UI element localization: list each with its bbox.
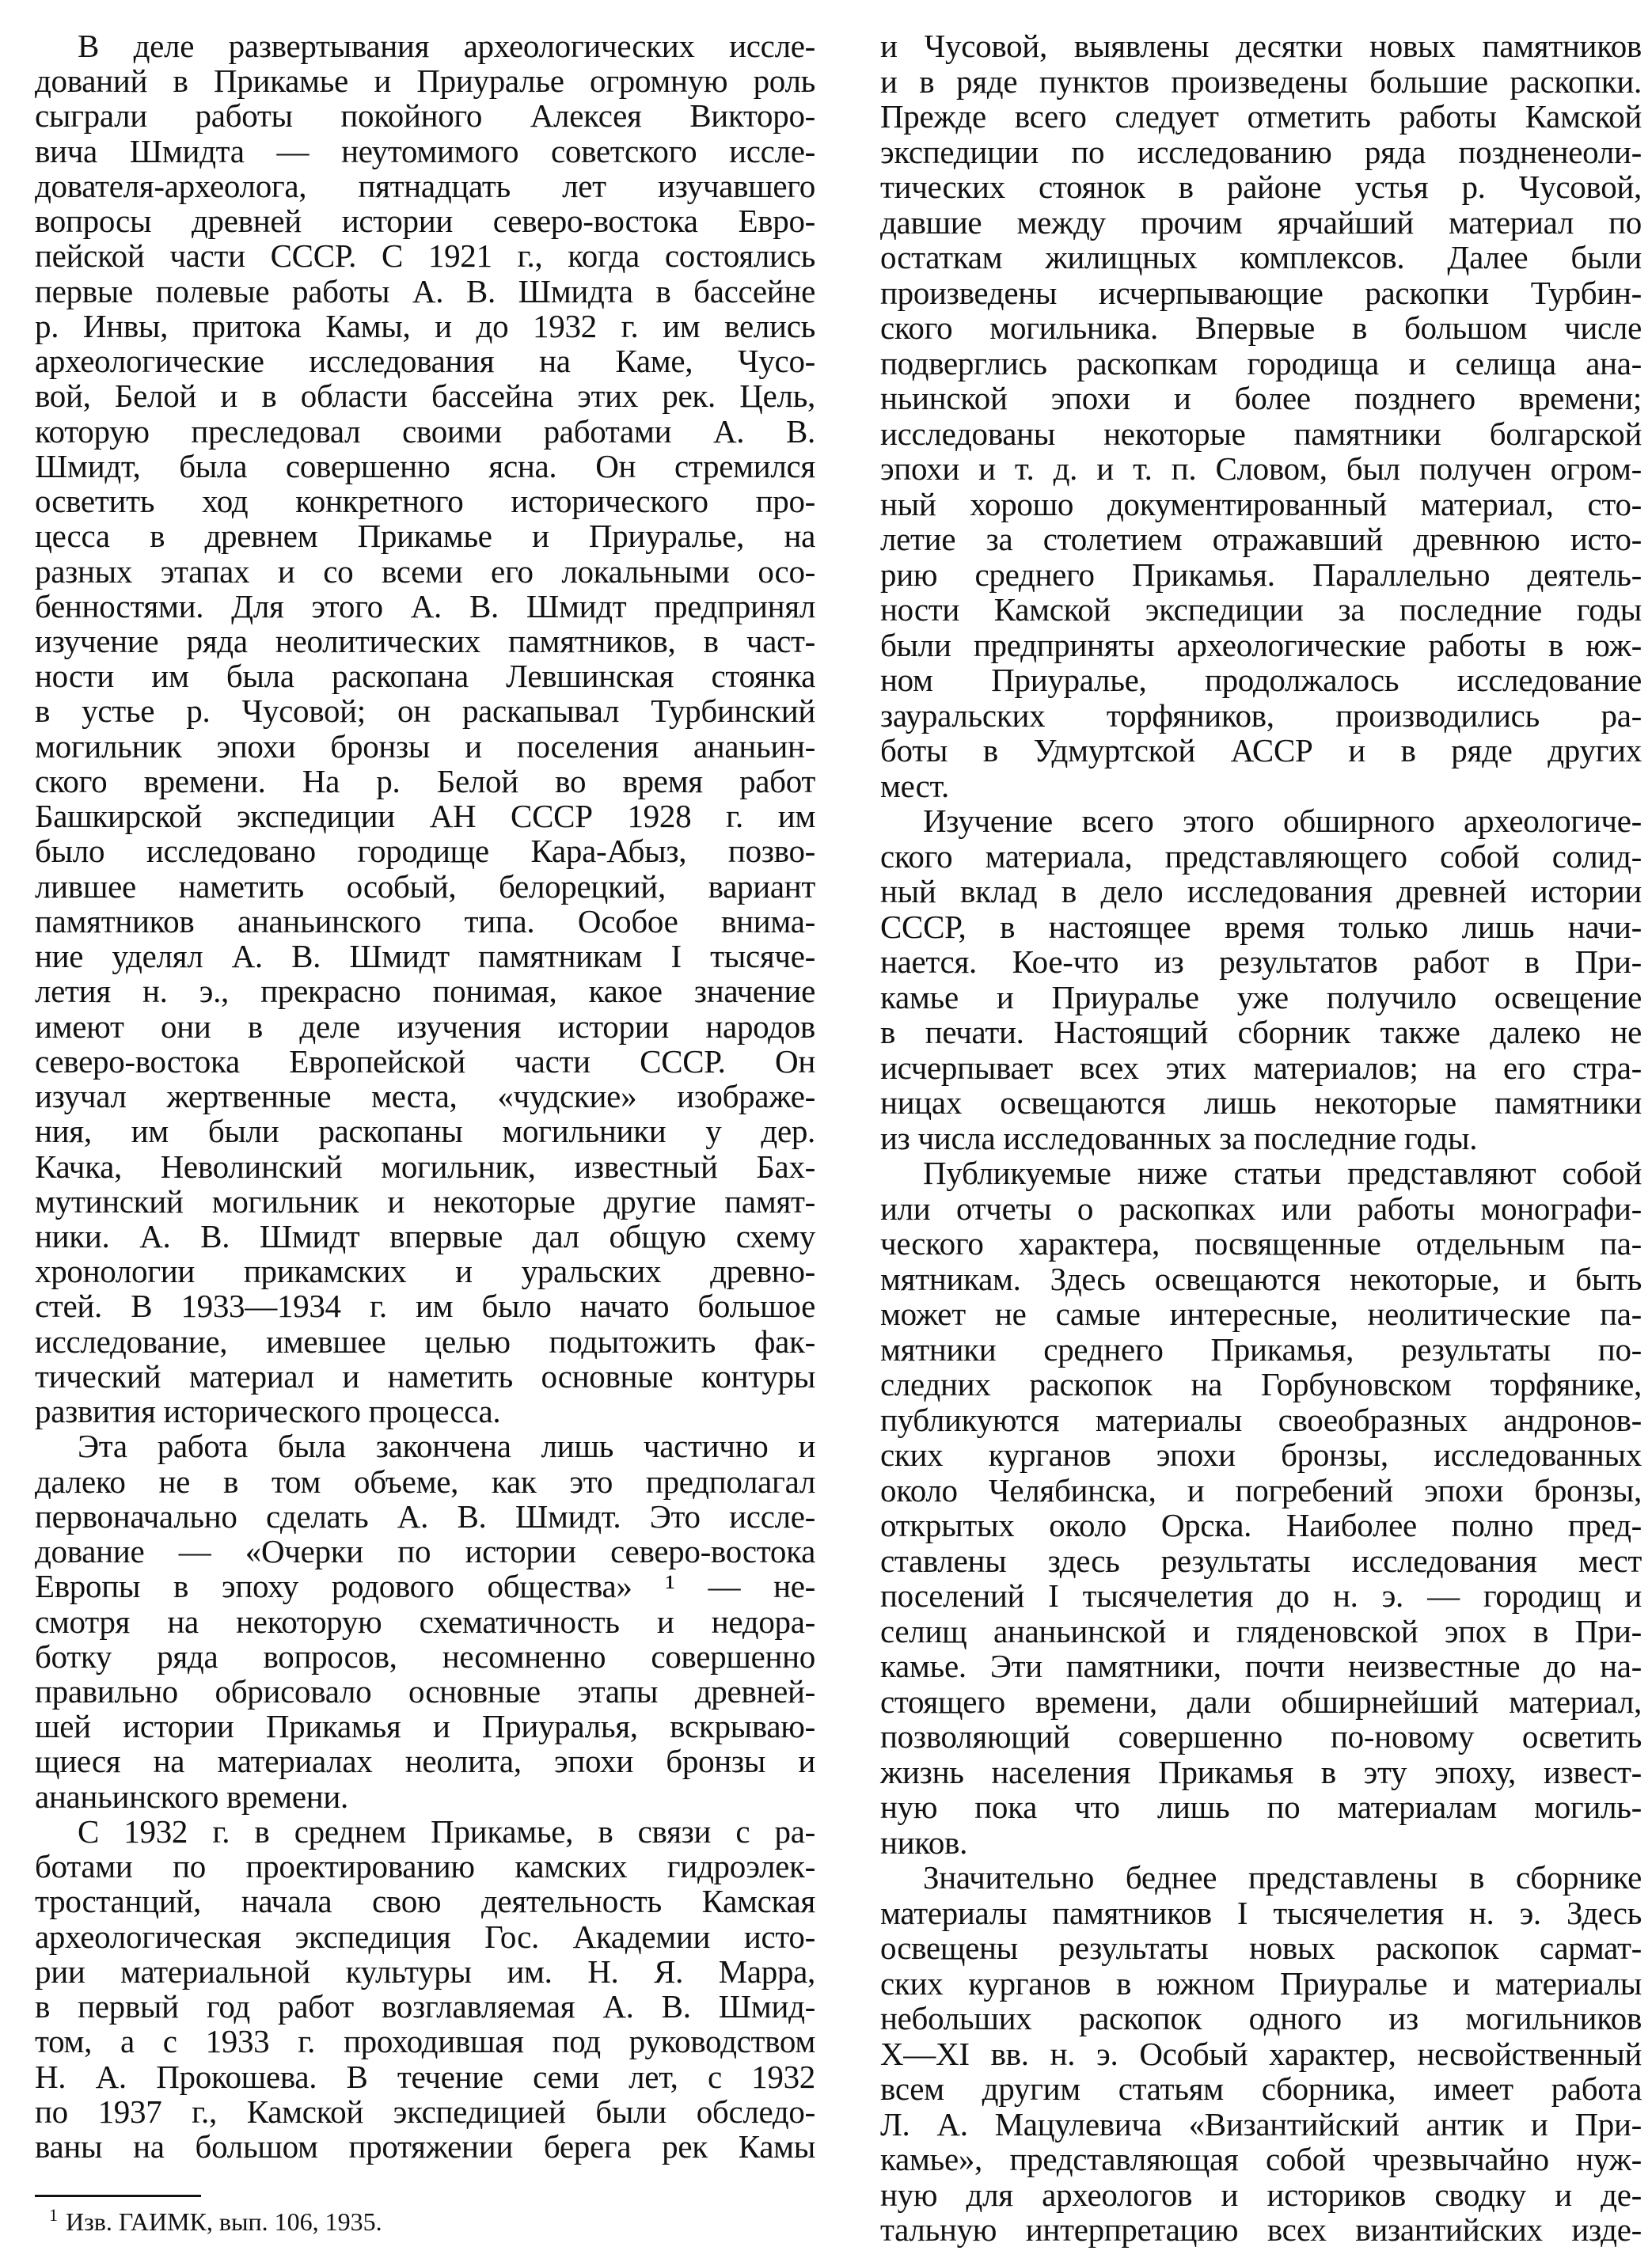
text-line: Шмидт, была совершенно ясна. Он стремился <box>35 447 815 484</box>
text-line: имеют они в деле изучения истории народов <box>35 1008 815 1045</box>
text-line: камье», представляющая собой чрезвычайно нуж- <box>880 2141 1642 2177</box>
text-line: Значительно беднее представлены в сборнике <box>923 1859 1642 1896</box>
text-line: ности Камской экспедиции за последние годы <box>880 591 1642 628</box>
text-line: Башкирской экспедиции АН СССР 1928 г. им <box>35 798 815 835</box>
text-line: или отчеты о раскопках или работы монографи- <box>880 1190 1642 1227</box>
text-line: ный хорошо документированный материал, сто- <box>880 485 1642 522</box>
text-line: стей. В 1933—1934 г. им было начато большое <box>35 1288 815 1325</box>
text-line: по 1937 г., Камской экспедицией были обследо- <box>35 2093 815 2130</box>
text-line: первоначально сделать А. В. Шмидт. Это иссле- <box>35 1497 815 1535</box>
text-line: небольших раскопок одного из могильников <box>880 2000 1642 2036</box>
text-line: в первый год работ возглавляемая А. В. Шмид- <box>35 1988 815 2025</box>
text-line: ананьинского времени. <box>35 1778 348 1815</box>
text-line: мест. <box>880 767 949 804</box>
text-line: ботку ряда вопросов, несомненно совершенно <box>35 1638 815 1675</box>
text-line: освещены результаты новых раскопок сармат- <box>880 1930 1642 1966</box>
text-line: поселений I тысячелетия до н. э. — городищ и <box>880 1577 1642 1614</box>
text-line: С 1932 г. в среднем Прикамье, в связи с ра- <box>78 1812 815 1850</box>
left-column <box>35 28 815 2164</box>
text-line: открытых около Орска. Наиболее полно пред- <box>880 1507 1642 1543</box>
footnote <box>49 2204 382 2239</box>
text-line: изучение ряда неолитических памятников, в част- <box>35 622 815 659</box>
text-line: нается. Кое-что из результатов работ в При- <box>880 943 1642 980</box>
text-line: ную для археологов и историков сводку и де- <box>880 2176 1642 2213</box>
text-line: изучал жертвенные места, «чудские» изображе- <box>35 1078 815 1115</box>
text-line: ского времени. На р. Белой во время работ <box>35 762 815 799</box>
text-line: пейской части СССР. С 1921 г., когда состоялись <box>35 237 815 275</box>
text-line: X—XI вв. н. э. Особый характер, несвойственный <box>880 2035 1642 2072</box>
text-line: ботами по проектированию камских гидроэлек- <box>35 1848 815 1885</box>
text-line: боты в Удмуртской АССР и в ряде других <box>880 732 1642 769</box>
text-line: вопросы древней истории северо-востока Евро- <box>35 203 815 240</box>
text-line: археологическая экспедиция Гос. Академии исто- <box>35 1918 815 1955</box>
text-line: около Челябинска, и погребений эпохи бронзы, <box>880 1471 1642 1509</box>
text-line: зауральских торфяников, производились ра- <box>880 696 1642 734</box>
text-line: подверглись раскопкам городища и селища ана- <box>880 344 1642 381</box>
text-line: мутинский могильник и некоторые другие памят- <box>35 1182 815 1220</box>
text-line: развития исторического процесса. <box>35 1393 501 1430</box>
text-line: в устье р. Чусовой; он раскапывал Турбинский <box>35 693 815 730</box>
text-line: ния, им были раскопаны могильники у дер. <box>35 1113 815 1150</box>
text-line: памятников ананьинского типа. Особое внима- <box>35 902 815 939</box>
text-line: позволяющий совершенно по-новому осветить <box>880 1718 1642 1755</box>
text-line: археологические исследования на Каме, Чусо- <box>35 343 815 380</box>
text-line: следних раскопок на Горбуновском торфянике, <box>880 1366 1642 1402</box>
text-line: ности им была раскопана Левшинская стоянка <box>35 658 815 695</box>
text-line: сыграли работы покойного Алексея Викторо- <box>35 97 815 135</box>
text-line: дование — «Очерки по истории северо-востока <box>35 1533 815 1570</box>
text-line: летие за столетием отражавший древнюю исто- <box>880 521 1642 557</box>
text-line: тальную интерпретацию всех византийских изде- <box>880 2211 1642 2248</box>
text-line: вой, Белой и в области бассейна этих рек. Цель, <box>35 378 815 415</box>
text-line: произведены исчерпывающие раскопки Турбин- <box>880 274 1642 311</box>
text-line: экспедиции по исследованию ряда поздненеоли- <box>880 133 1642 170</box>
text-line: Публикуемые ниже статьи представляют собой <box>923 1155 1642 1191</box>
text-line: Прежде всего следует отметить работы Камской <box>880 98 1642 135</box>
text-line: правильно обрисовало основные этапы древней- <box>35 1673 815 1710</box>
text-line: ньинской эпохи и более позднего времени; <box>880 380 1642 416</box>
text-line: ческого характера, посвященные отдельным па- <box>880 1225 1642 1262</box>
text-line: тических стоянок в районе устья р. Чусовой, <box>880 169 1642 205</box>
text-line: далеко не в том объеме, как это предполагал <box>35 1463 815 1500</box>
text-line: эпохи и т. д. и т. п. Словом, был получен огром- <box>880 450 1642 487</box>
text-line: из числа исследованных за последние годы. <box>880 1119 1478 1156</box>
text-line: Качка, Неволинский могильник, известный Бах- <box>35 1148 815 1185</box>
text-line: материалы памятников I тысячелетия н. э. Здесь <box>880 1894 1642 1931</box>
text-line: ном Приуралье, продолжалось исследование <box>880 662 1642 698</box>
text-line: смотря на некоторую схематичность и недора- <box>35 1603 815 1640</box>
text-line: исчерпывает всех этих материалов; на его стра- <box>880 1049 1642 1086</box>
footnote-text: Изв. ГАИМК, вып. 106, 1935. <box>66 2207 382 2236</box>
text-line: цесса в древнем Прикамье и Приуралье, на <box>35 518 815 555</box>
text-line: тростанций, начала свою деятельность Камская <box>35 1883 815 1920</box>
text-line: остаткам жилищных комплексов. Далее были <box>880 239 1642 275</box>
text-line: камье и Приуралье уже получило освещение <box>880 978 1642 1015</box>
text-line: Европы в эпоху родового общества» ¹ — не- <box>35 1568 815 1605</box>
right-column <box>880 28 1642 2248</box>
text-line: камье. Эти памятники, почти неизвестные до на- <box>880 1648 1642 1684</box>
text-line: том, а с 1933 г. проходившая под руководством <box>35 2023 815 2060</box>
text-line: исследование, имевшее целью подытожить фак- <box>35 1323 815 1360</box>
text-line: ваны на большом протяжении берега рек Камы <box>35 2128 815 2165</box>
text-line: северо-востока Европейской части СССР. Он <box>35 1042 815 1080</box>
text-line: ную пока что лишь по материалам могиль- <box>880 1789 1642 1825</box>
text-line: публикуются материалы своеобразных андронов- <box>880 1401 1642 1438</box>
text-line: Эта работа была закончена лишь частично и <box>78 1428 815 1465</box>
text-line: в печати. Настоящий сборник также далеко не <box>880 1014 1642 1050</box>
text-line: может не самые интересные, неолитические па- <box>880 1296 1642 1332</box>
text-line: ских курганов эпохи бронзы, исследованных <box>880 1437 1642 1473</box>
text-line: ников. <box>880 1824 968 1861</box>
footnote-marker: 1 <box>49 2205 58 2226</box>
text-line: давшие между прочим ярчайший материал по <box>880 203 1642 241</box>
text-line: хронологии прикамских и уральских древно- <box>35 1253 815 1290</box>
text-line: дований в Прикамье и Приуралье огромную роль <box>35 63 815 100</box>
text-line: ских курганов в южном Приуралье и материалы <box>880 1964 1642 2002</box>
text-line: бенностями. Для этого А. В. Шмидт предпринял <box>35 587 815 624</box>
text-line: были предприняты археологические работы в юж- <box>880 626 1642 663</box>
text-line: и Чусовой, выявлены десятки новых памятников <box>880 28 1642 64</box>
text-line: тический материал и наметить основные контуры <box>35 1357 815 1395</box>
text-line: стоящего времени, дали обширнейший материал, <box>880 1683 1642 1720</box>
text-line: мятникам. Здесь освещаются некоторые, и быть <box>880 1260 1642 1297</box>
text-line: СССР, в настоящее время только лишь начи- <box>880 908 1642 945</box>
footnote-divider <box>35 2195 201 2197</box>
text-line: всем другим статьям сборника, имеет работа <box>880 2070 1642 2107</box>
text-line: вича Шмидта — неутомимого советского иссле- <box>35 132 815 169</box>
text-line: Л. А. Мацулевича «Византийский антик и При- <box>880 2105 1642 2142</box>
text-line: которую преследовал своими работами А. В. <box>35 412 815 450</box>
text-line: ницах освещаются лишь некоторые памятники <box>880 1084 1642 1121</box>
text-line: ники. А. В. Шмидт впервые дал общую схему <box>35 1217 815 1254</box>
text-line: летия н. э., прекрасно понимая, какое значение <box>35 973 815 1010</box>
text-line: шей истории Прикамья и Приуралья, вскрываю- <box>35 1708 815 1745</box>
text-line: рию среднего Прикамья. Параллельно деятель- <box>880 556 1642 593</box>
text-line: Изучение всего этого обширного археологиче- <box>923 803 1642 839</box>
text-line: р. Инвы, притока Камы, и до 1932 г. им велись <box>35 307 815 344</box>
text-line: разных этапах и со всеми его локальными осо- <box>35 552 815 590</box>
text-line: селищ ананьинской и гляденовской эпох в При- <box>880 1612 1642 1649</box>
text-line: щиеся на материалах неолита, эпохи бронзы и <box>35 1743 815 1780</box>
text-line: и в ряде пунктов произведены большие раскопки. <box>880 63 1642 100</box>
text-line: ставлены здесь результаты исследования мест <box>880 1542 1642 1579</box>
text-line: лившее наметить особый, белорецкий, вариант <box>35 867 815 905</box>
text-line: ского материала, представляющего собой солид- <box>880 837 1642 875</box>
text-line: ный вклад в дело исследования древней истории <box>880 873 1642 909</box>
text-line: исследованы некоторые памятники болгарской <box>880 415 1642 452</box>
text-line: ского могильника. Впервые в большом числе <box>880 309 1642 346</box>
text-line: жизнь населения Прикамья в эту эпоху, извест- <box>880 1753 1642 1790</box>
text-line: Н. А. Прокошева. В течение семи лет, с 1932 <box>35 2058 815 2095</box>
text-line: первые полевые работы А. В. Шмидта в бассейне <box>35 272 815 309</box>
text-line: было исследовано городище Кара-Абыз, позво- <box>35 833 815 870</box>
text-line: В деле развертывания археологических иссле- <box>78 28 815 64</box>
text-line: ние уделял А. В. Шмидт памятникам I тысяче- <box>35 938 815 975</box>
text-line: мятники среднего Прикамья, результаты по- <box>880 1330 1642 1368</box>
text-line: рии материальной культуры им. Н. Я. Марра, <box>35 1953 815 1990</box>
text-line: могильник эпохи бронзы и поселения ананьин- <box>35 727 815 765</box>
text-line: осветить ход конкретного исторического про- <box>35 483 815 520</box>
text-line: дователя-археолога, пятнадцать лет изучавшего <box>35 167 815 204</box>
